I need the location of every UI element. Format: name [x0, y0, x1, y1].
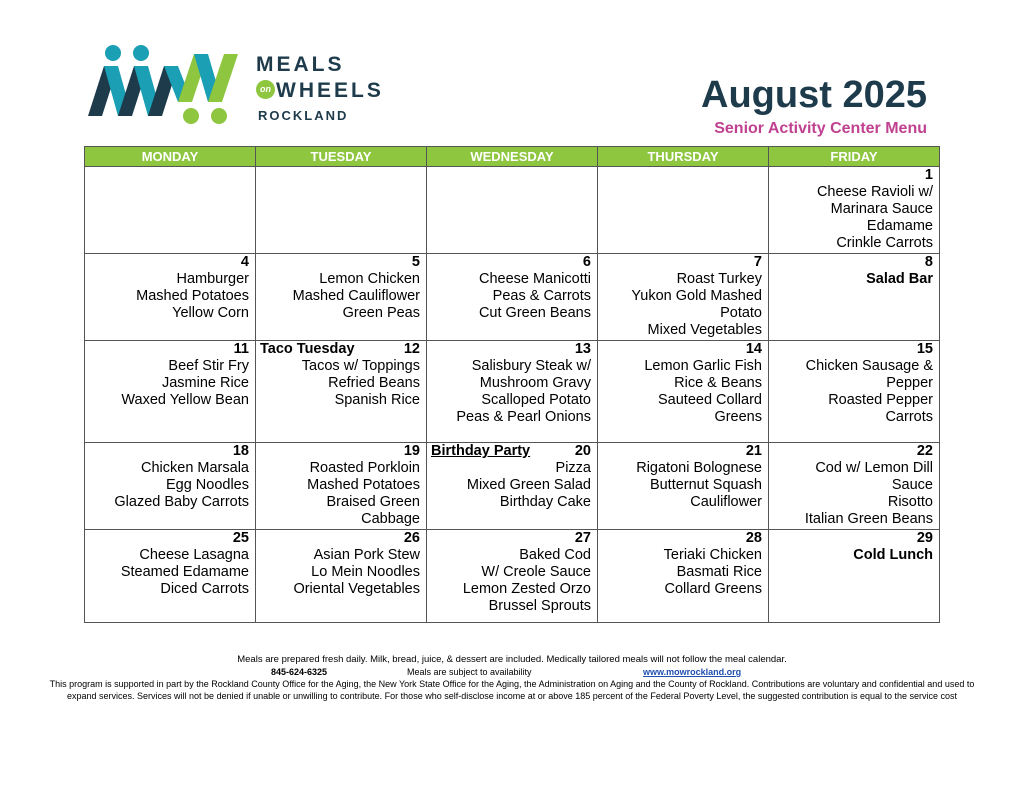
day-number: 7 — [753, 254, 762, 270]
day-number: 29 — [916, 530, 933, 546]
menu-item: Asian Pork Stew — [313, 547, 420, 563]
menu-item: Salad Bar — [866, 271, 933, 287]
menu-item: Teriaki Chicken — [663, 547, 762, 563]
day-cell — [427, 341, 598, 443]
menu-item: Lemon Zested Orzo — [462, 581, 591, 597]
day-header: TUESDAY — [256, 147, 427, 167]
day-cell — [427, 530, 598, 623]
menu-item: Glazed Baby Carrots — [114, 494, 249, 510]
day-number: 1 — [924, 167, 933, 183]
day-cell — [427, 167, 598, 254]
calendar-week-row — [85, 167, 940, 254]
logo-mark-icon — [86, 44, 246, 126]
logo-text-rockland: ROCKLAND — [258, 108, 349, 123]
special-day-label: Taco Tuesday — [260, 341, 355, 357]
day-number: 26 — [403, 530, 420, 546]
day-number: 27 — [574, 530, 591, 546]
menu-item: Baked Cod — [519, 547, 591, 563]
day-cell — [598, 443, 769, 530]
day-cell — [598, 341, 769, 443]
menu-item: Cod w/ Lemon Dill — [815, 460, 933, 476]
menu-item: Cheese Ravioli w/ — [816, 184, 933, 200]
menu-item: Cheese Manicotti — [478, 271, 591, 287]
day-number: 8 — [924, 254, 933, 270]
day-number: 28 — [745, 530, 762, 546]
logo-text-meals: MEALS — [256, 53, 345, 76]
menu-item: Green Peas — [342, 305, 420, 321]
menu-item: Steamed Edamame — [120, 564, 249, 580]
menu-item: Roasted Pepper — [828, 392, 933, 408]
menu-item: Oriental Vegetables — [293, 581, 420, 597]
menu-item: Scalloped Potato — [481, 392, 591, 408]
menu-item: Mashed Potatoes — [136, 288, 249, 304]
menu-item: Butternut Squash — [649, 477, 762, 493]
menu-item: Sauce — [891, 477, 933, 493]
day-cell — [769, 443, 940, 530]
page-title: August 2025 — [701, 74, 927, 116]
calendar-week-row — [85, 341, 940, 443]
menu-item: Mashed Potatoes — [307, 477, 420, 493]
day-number: 14 — [745, 341, 762, 357]
day-number: 21 — [745, 443, 762, 459]
menu-item: Rigatoni Bolognese — [636, 460, 762, 476]
menu-item: Edamame — [866, 218, 933, 234]
day-cell — [769, 530, 940, 623]
day-header: THURSDAY — [598, 147, 769, 167]
menu-item: Marinara Sauce — [830, 201, 933, 217]
day-number: 12 — [403, 341, 420, 357]
footer-phone: 845-624-6325 — [271, 667, 328, 677]
menu-item: Chicken Marsala — [141, 460, 249, 476]
menu-item: Rice & Beans — [674, 375, 762, 391]
menu-item: Crinkle Carrots — [836, 235, 933, 251]
menu-item: Peas & Carrots — [492, 288, 591, 304]
menu-item: Peas & Pearl Onions — [456, 409, 591, 425]
menu-item: Lo Mein Noodles — [311, 564, 420, 580]
special-day-label: Birthday Party — [431, 443, 531, 459]
day-cell — [256, 341, 427, 443]
menu-item: Pizza — [555, 460, 591, 476]
day-number: 4 — [240, 254, 249, 270]
footer-website-link[interactable]: www.mowrockland.org — [643, 667, 742, 677]
menu-item: Yellow Corn — [172, 305, 249, 321]
calendar-week-row — [85, 530, 940, 623]
day-header: MONDAY — [85, 147, 256, 167]
day-number: 13 — [574, 341, 591, 357]
menu-item: Yukon Gold Mashed — [631, 288, 762, 304]
day-number: 18 — [232, 443, 249, 459]
day-cell — [769, 254, 940, 341]
menu-item: Birthday Cake — [499, 494, 591, 510]
day-heading — [431, 443, 591, 460]
menu-item: Refried Beans — [328, 375, 420, 391]
menu-item: Beef Stir Fry — [168, 358, 249, 374]
menu-calendar — [84, 146, 940, 623]
day-cell — [769, 341, 940, 443]
menu-item: Tacos w/ Toppings — [301, 358, 420, 374]
day-cell — [85, 167, 256, 254]
menu-item: Hamburger — [176, 271, 249, 287]
day-cell — [769, 167, 940, 254]
day-cell — [256, 167, 427, 254]
day-cell — [598, 254, 769, 341]
menu-item: Chicken Sausage & — [805, 358, 933, 374]
day-cell — [85, 341, 256, 443]
footer — [40, 654, 984, 702]
logo-on-badge: on — [256, 80, 275, 99]
calendar-week-row — [85, 254, 940, 341]
day-number: 19 — [403, 443, 420, 459]
day-cell — [427, 443, 598, 530]
day-number: 22 — [916, 443, 933, 459]
menu-item: Diced Carrots — [160, 581, 249, 597]
day-number: 11 — [233, 341, 249, 357]
day-cell — [256, 254, 427, 341]
calendar-header-row — [85, 147, 940, 167]
menu-item: Risotto — [887, 494, 933, 510]
menu-item: Salisbury Steak w/ — [471, 358, 591, 374]
day-header: WEDNESDAY — [427, 147, 598, 167]
menu-item: Brussel Sprouts — [488, 598, 591, 614]
day-heading — [260, 341, 420, 358]
menu-item: Pepper — [886, 375, 933, 391]
menu-item: Spanish Rice — [334, 392, 420, 408]
menu-item: Lemon Chicken — [319, 271, 420, 287]
menu-item: Lemon Garlic Fish — [644, 358, 762, 374]
menu-item: Cheese Lasagna — [139, 547, 249, 563]
footer-contact-row — [40, 666, 984, 678]
menu-item: Mashed Cauliflower — [292, 288, 420, 304]
menu-item: Carrots — [885, 409, 933, 425]
day-cell — [598, 167, 769, 254]
menu-item: Potato — [720, 305, 762, 321]
day-number: 20 — [574, 443, 591, 459]
day-cell — [85, 443, 256, 530]
day-cell — [85, 530, 256, 623]
footer-availability: Meals are subject to availability — [407, 667, 532, 677]
menu-item: Mixed Vegetables — [647, 322, 762, 338]
menu-item: Jasmine Rice — [161, 375, 249, 391]
menu-item: Basmati Rice — [676, 564, 762, 580]
day-number: 15 — [916, 341, 933, 357]
day-cell — [256, 530, 427, 623]
day-number: 25 — [232, 530, 249, 546]
menu-item: W/ Creole Sauce — [481, 564, 591, 580]
menu-item: Cold Lunch — [853, 547, 933, 563]
menu-item: Sauteed Collard — [658, 392, 762, 408]
meals-on-wheels-logo — [86, 44, 386, 126]
page-subtitle: Senior Activity Center Menu — [714, 120, 927, 137]
menu-item: Italian Green Beans — [804, 511, 933, 527]
menu-item: Cut Green Beans — [478, 305, 591, 321]
day-number: 6 — [582, 254, 591, 270]
menu-item: Braised Green — [326, 494, 420, 510]
menu-item: Greens — [714, 409, 762, 425]
menu-item: Collard Greens — [664, 581, 762, 597]
menu-item: Roasted Porkloin — [309, 460, 420, 476]
menu-item: Roast Turkey — [676, 271, 762, 287]
day-number: 5 — [411, 254, 420, 270]
footer-disclaimer: This program is supported in part by the Rockland County Office for the Aging, the New York State Office for the Aging, the Administration on Aging and the County of Rockland. Contributions are voluntary and confidential and used to expand services. Services will not be denied if unable or unwilling to contribute. For those who self-disclose income at or above 185 percent of the Federal Poverty Level, the suggested contribution is equal to the service cost — [49, 679, 975, 701]
menu-item: Waxed Yellow Bean — [121, 392, 249, 408]
menu-item: Mixed Green Salad — [466, 477, 591, 493]
day-cell — [256, 443, 427, 530]
day-cell — [598, 530, 769, 623]
footer-note: Meals are prepared fresh daily. Milk, bread, juice, & dessert are included. Medically tailored meals will not follow the meal calendar. — [237, 654, 787, 665]
day-cell — [85, 254, 256, 341]
day-header: FRIDAY — [769, 147, 940, 167]
menu-item: Cauliflower — [690, 494, 762, 510]
day-cell — [427, 254, 598, 341]
menu-item: Mushroom Gravy — [479, 375, 591, 391]
menu-item: Cabbage — [361, 511, 420, 527]
logo-text-wheels: WHEELS — [276, 79, 384, 102]
calendar-week-row — [85, 443, 940, 530]
menu-item: Egg Noodles — [165, 477, 249, 493]
